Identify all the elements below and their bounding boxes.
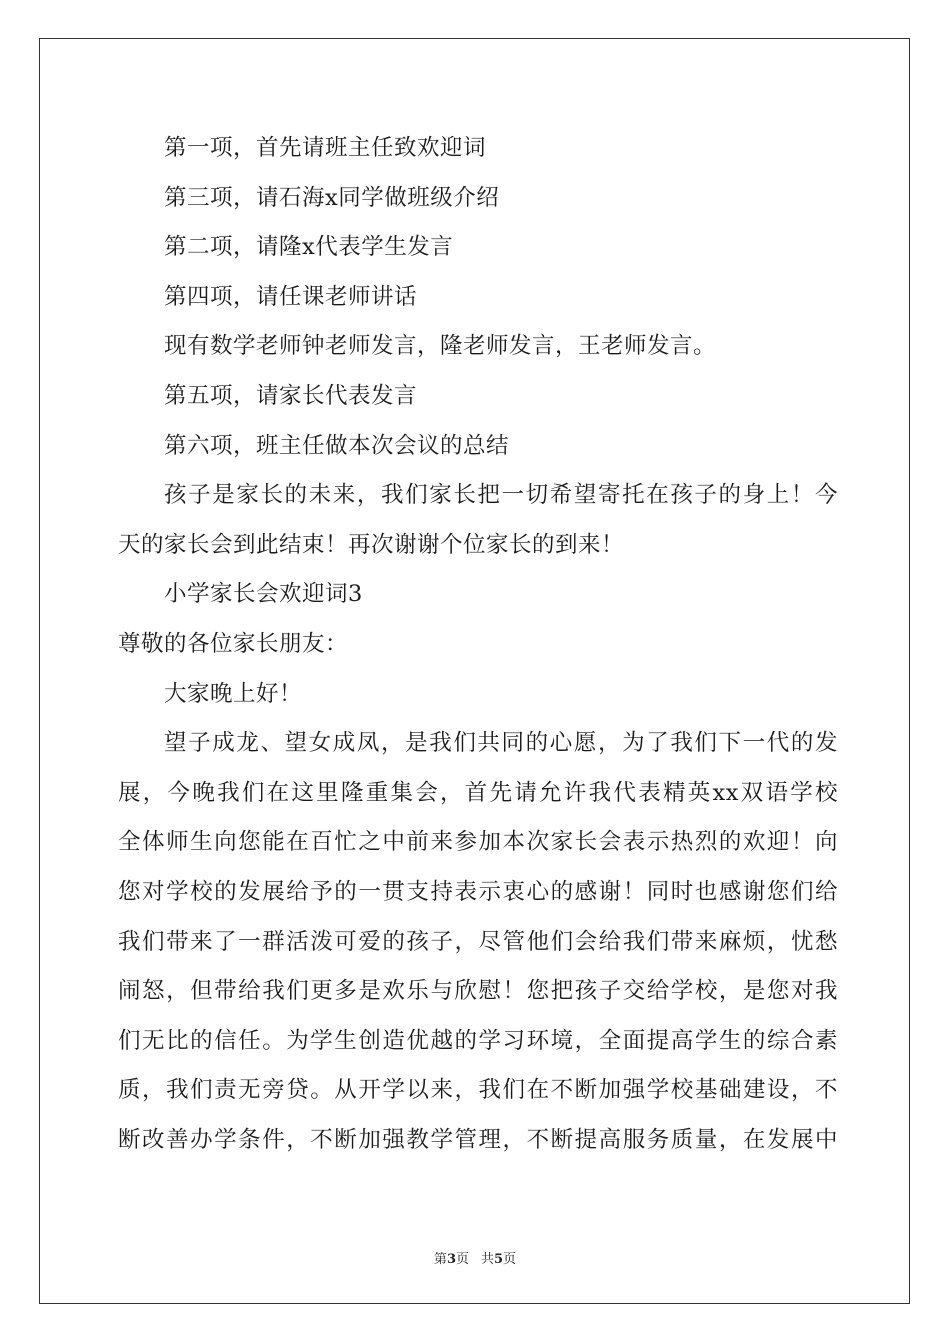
salutation: 尊敬的各位家长朋友：: [118, 630, 349, 657]
section-heading: 小学家长会欢迎词3: [164, 581, 363, 608]
paragraph-line: 全体师生向您能在百忙之中前来参加本次家长会表示热烈的欢迎！向: [118, 829, 838, 856]
paragraph-line: 断改善办学条件，不断加强教学管理，不断提高服务质量，在发展中: [118, 1126, 838, 1153]
page-footer: [0, 1248, 950, 1267]
paragraph-line: 展，今晚我们在这里隆重集会，首先请允许我代表精英xx双语学校: [118, 779, 838, 806]
page-suffix: 页: [455, 1252, 469, 1267]
paragraph-line: 第六项，班主任做本次会议的总结: [164, 432, 510, 459]
paragraph-line: 天的家长会到此结束！再次谢谢个位家长的到来！: [118, 531, 625, 558]
paragraph-line: 望子成龙、望女成凤，是我们共同的心愿，为了我们下一代的发: [164, 730, 838, 757]
paragraph-line: 第二项，请隆x代表学生发言: [164, 234, 454, 261]
paragraph-line: 第一项，首先请班主任致欢迎词: [164, 135, 487, 161]
total-pages: 5: [494, 1252, 504, 1267]
page-prefix: 第: [433, 1252, 447, 1267]
paragraph-line: 闹怒，但带给我们更多是欢乐与欣慰！您把孩子交给学校，是您对我: [118, 978, 838, 1005]
total-suffix: 页: [503, 1252, 517, 1267]
paragraph-line: 第五项，请家长代表发言: [164, 382, 418, 409]
paragraph-line: 第三项，请石海x同学做班级介绍: [164, 184, 500, 211]
paragraph-line: 们无比的信任。为学生创造优越的学习环境，全面提高学生的综合素: [118, 1027, 838, 1054]
paragraph-line: 现有数学老师钟老师发言，隆老师发言，王老师发言。: [164, 333, 717, 360]
paragraph-line: 质，我们责无旁贷。从开学以来，我们在不断加强学校基础建设，不: [118, 1077, 838, 1104]
paragraph-line: 孩子是家长的未来，我们家长把一切希望寄托在孩子的身上！今: [164, 482, 838, 509]
paragraph-line: 您对学校的发展给予的一贯支持表示衷心的感谢！同时也感谢您们给: [118, 878, 838, 905]
total-prefix: 共: [481, 1252, 495, 1267]
paragraph-line: 我们带来了一群活泼可爱的孩子，尽管他们会给我们带来麻烦，忧愁: [118, 928, 838, 955]
greeting: 大家晚上好！: [164, 680, 303, 707]
page-number: 3: [446, 1252, 456, 1267]
document-body: [118, 124, 838, 1165]
paragraph-line: 第四项，请任课老师讲话: [164, 283, 418, 310]
